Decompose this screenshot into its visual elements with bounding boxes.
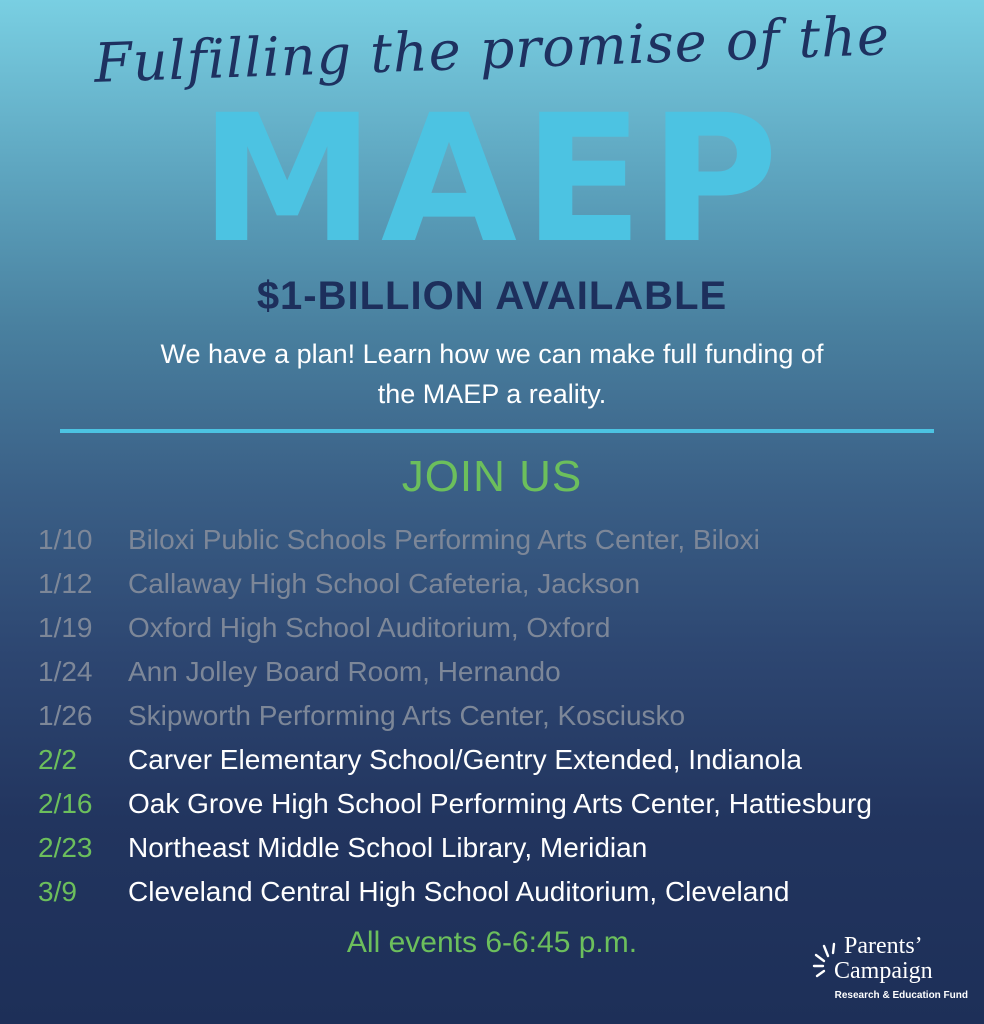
event-venue: Oxford High School Auditorium, Oxford [128, 612, 611, 643]
headline: MAEP [199, 77, 785, 282]
event-time-note: All events 6-6:45 p.m. [346, 926, 638, 959]
event-venue: Northeast Middle School Library, Meridian [128, 832, 648, 863]
divider [60, 429, 934, 433]
logo-subtitle: Research & Education Fund [834, 990, 968, 1001]
amount-heading: $1-BILLION AVAILABLE [256, 274, 728, 318]
logo-name-line2: Campaign [834, 958, 933, 984]
subtext: We have a plan! Learn how we can make full funding of the MAEP a reality. [160, 339, 824, 409]
event-venue: Carver Elementary School/Gentry Extended, Indianola [128, 744, 802, 775]
event-date: 2/23 [38, 832, 93, 863]
event-venue: Skipworth Performing Arts Center, Kosciusko [128, 700, 686, 731]
event-item [38, 870, 978, 914]
event-venue: Callaway High School Cafeteria, Jackson [128, 568, 641, 599]
event-date: 2/2 [38, 744, 77, 775]
event-item [38, 650, 978, 694]
event-date: 2/16 [38, 788, 93, 819]
event-item [38, 694, 978, 738]
event-date: 1/10 [38, 524, 93, 555]
event-venue: Cleveland Central High School Auditorium, Cleveland [128, 876, 790, 907]
event-item [38, 562, 978, 606]
event-date: 1/24 [38, 656, 93, 687]
event-venue: Ann Jolley Board Room, Hernando [128, 656, 561, 687]
event-date: 1/12 [38, 568, 93, 599]
event-item [38, 826, 978, 870]
event-item [38, 738, 978, 782]
parents-campaign-logo [808, 934, 974, 1014]
event-item [38, 518, 978, 562]
event-item [38, 782, 978, 826]
event-list [38, 518, 978, 914]
logo-name-line1: Parents’ [844, 933, 923, 959]
event-venue: Oak Grove High School Performing Arts Center, Hattiesburg [128, 788, 872, 819]
event-venue: Biloxi Public Schools Performing Arts Center, Biloxi [128, 524, 760, 555]
join-us-title: JOIN US [401, 452, 583, 501]
event-date: 1/19 [38, 612, 93, 643]
event-date: 1/26 [38, 700, 93, 731]
event-item [38, 606, 978, 650]
tagline: Fulfilling the promise of the [93, 4, 891, 95]
event-date: 3/9 [38, 876, 77, 907]
logo-wordmark [834, 934, 974, 984]
